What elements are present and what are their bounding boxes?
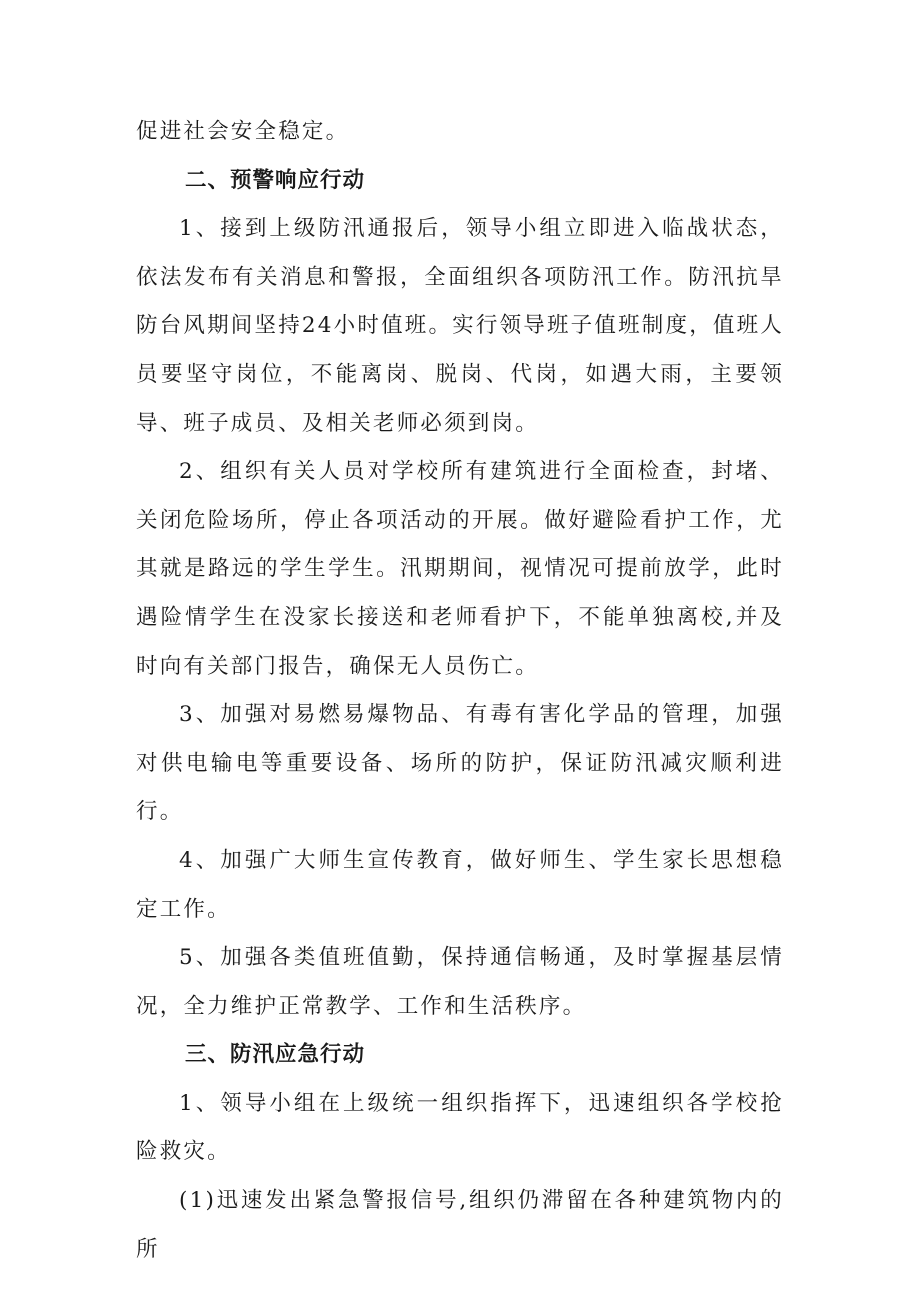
paragraph-emergency-1-1: (1)迅速发出紧急警报信号,组织仍滞留在各种建筑物内的所 [136,1188,784,1262]
paragraph-emergency-1: 1、领导小组在上级统一组织指挥下，迅速组织各学校抢险救灾。 [136,1090,784,1165]
document-body [136,108,784,1274]
paragraph-warning-3: 3、加强对易燃易爆物品、有毒有害化学品的管理，加强对供电输电等重要设备、场所的防护，保证防汛减灾顺利进行。 [136,702,784,825]
section-heading-warning-response: 二、预警响应行动 [185,167,366,193]
section-heading-emergency-action: 三、防汛应急行动 [185,1042,366,1068]
paragraph-warning-5: 5、加强各类值班值勤，保持通信畅通，及时掌握基层情况，全力维护正常教学、工作和生活秩序。 [136,945,784,1019]
paragraph-warning-2: 2、组织有关人员对学校所有建筑进行全面检查，封堵、关闭危险场所，停止各项活动的开展。做好避险看护工作，尤其就是路远的学生学生。汛期期间，视情况可提前放学，此时遇险情学生在没家长接送和老师看护下，不能单独离校,并及时向有关部门报告，确保无人员伤亡。 [136,459,784,679]
continuation-paragraph: 促进社会安全稳定。 [136,119,350,144]
paragraph-warning-1: 1、接到上级防汛通报后，领导小组立即进入临战状态，依法发布有关消息和警报，全面组织各项防汛工作。防汛抗旱防台风期间坚持24小时值班。实行领导班子值班制度，值班人员要坚守岗位，不能离岗、脱岗、代岗，如遇大雨，主要领导、班子成员、及相关老师必须到岗。 [136,216,784,436]
paragraph-warning-4: 4、加强广大师生宣传教育，做好师生、学生家长思想稳定工作。 [136,847,784,922]
